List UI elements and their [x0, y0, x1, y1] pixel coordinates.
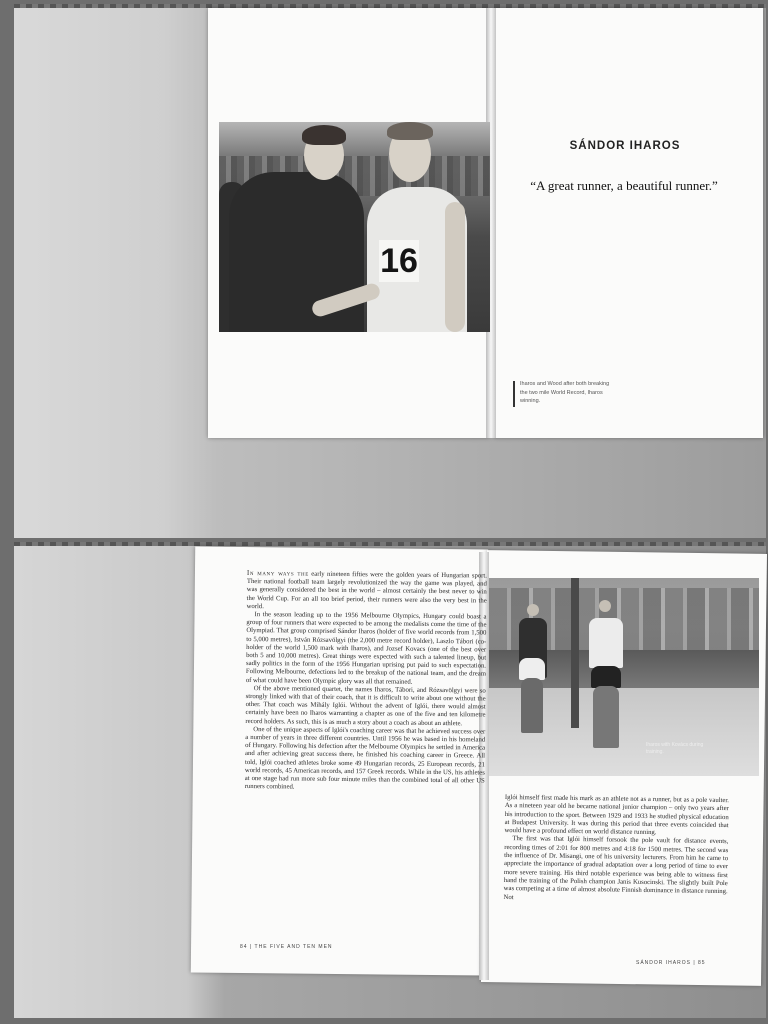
runner-legs [521, 678, 543, 733]
race-bib-number: 16 [380, 242, 418, 280]
runner-head [527, 604, 539, 616]
right-page-footer: SÁNDOR IHAROS | 85 [636, 960, 706, 966]
caption-rule [513, 381, 515, 407]
lead-in: In many ways the [246, 569, 309, 578]
stadium-stand [219, 122, 490, 156]
chapter-title: SÁNDOR IHAROS [569, 140, 681, 152]
paragraph-text: early nineteen fifties were the golden years of Hungarian sport. Their national football team largely revolutionized the way the game was played, and was generally considered the best in the world – almost certainly the best never to win the World Cup. For an all too brief period, their runners were also the very best in the world. [246, 570, 487, 610]
page-right-top [493, 8, 763, 438]
paragraph: Of the above mentioned quartet, the names Iharos, Tábori, and Rózsavölgyi were so strongly linked with that of their coach, that it is difficult to write about one without the other. That coach was Mihály Iglói. Without the advent of Iglói, there would almost certainly have been no Iharos warranting a chapter as one of the five and ten kilometre record holders. As such, this is as much a story about a coach as about an athlete. [245, 684, 486, 727]
post [571, 578, 579, 728]
paragraph: The first was that Iglói himself forsook the pole vault for distance events, recording times of 2:01 for 800 metres and 4:18 for 1500 metres. The second was the influence of Dr. Misangi, one of his university lecturers. From him he came to appreciate the importance of gradual adaptation over a long period of time to ever more severe training. His third notable experience was being able to witness first hand the training of the Polish champion Janis Kusocinski. The slightly built Pole was competing at a time of almost absolute Finnish dominance in distance running. Not [503, 835, 729, 901]
paragraph: Iglói himself first made his mark as an athlete not as a runner, but as a pole vaulter. As a nineteen year old he became national junior champion – only two years after his introduction to the sport. Between 1929 and 1933 he studied physical education at Budapest University. It was during this period that three events coincided that would have a profound effect on world distance running. [504, 794, 729, 837]
scan-edge-middle [14, 542, 766, 546]
runner-shorts [591, 666, 621, 688]
runner-shorts [519, 658, 545, 680]
runner-hair [387, 122, 433, 140]
paragraph [247, 569, 487, 614]
left-page-body [245, 569, 487, 794]
runner-arm [445, 202, 465, 332]
chapter-quote: “A great runner, a beautiful runner.” [530, 178, 718, 193]
runner-legs [593, 686, 619, 748]
photo-iharos-and-wood [219, 122, 490, 332]
runner-iharos [589, 618, 623, 668]
paragraph: In the season leading up to the 1956 Melbourne Olympics, Hungary could boast a group of four runners that were expected to be among the medalists come the time of the Olympiad. That group comprised Sándor Iharos (holder of five world records from 1,500 to 5,000 metres), István Rózsavölgyi (the 2,000 metre record holder), Laszlo Tábori (co-holder of the world 1,500 mark with Iharos), and Jozsef Kovacs (one of the best over both 5 and 10,000 metres). Great things were expected with such a talented lineup, but sadly politics in the form of the 1956 Hungarian uprising put paid to such expectation. Following Melbourne, defections led to the breakup of the national team, and the dream of what could have been Olympic glory was all that remained. [245, 611, 487, 686]
left-page-footer: 84 | THE FIVE AND TEN MEN [240, 944, 333, 950]
photo-caption: Iharos and Wood after both breaking the two mile World Record, Iharos winning. [520, 381, 610, 404]
runner-hair [302, 125, 346, 145]
paragraph: One of the unique aspects of Iglói's coaching career was that he achieved success over a number of years in three different countries. Until 1956 he was based in his homeland of Hungary. Following his defection after the Melbourne Olympics he settled in America and after achieving great success there, he finished his coaching career in Greece. All told, Iglói coached athletes broke some 49 Hungarian records, 25 European records, 21 world records, 45 American records, and 157 Greek records. While in the US, his athletes at one stage had run more sub four minute miles than the combined total of all other US runners combined. [244, 725, 486, 791]
photo-iharos-training [489, 578, 759, 776]
right-page-body [503, 794, 728, 905]
photo-caption-bottom: Iharos with Kovács during training. [646, 742, 704, 755]
runner-head [599, 600, 611, 612]
